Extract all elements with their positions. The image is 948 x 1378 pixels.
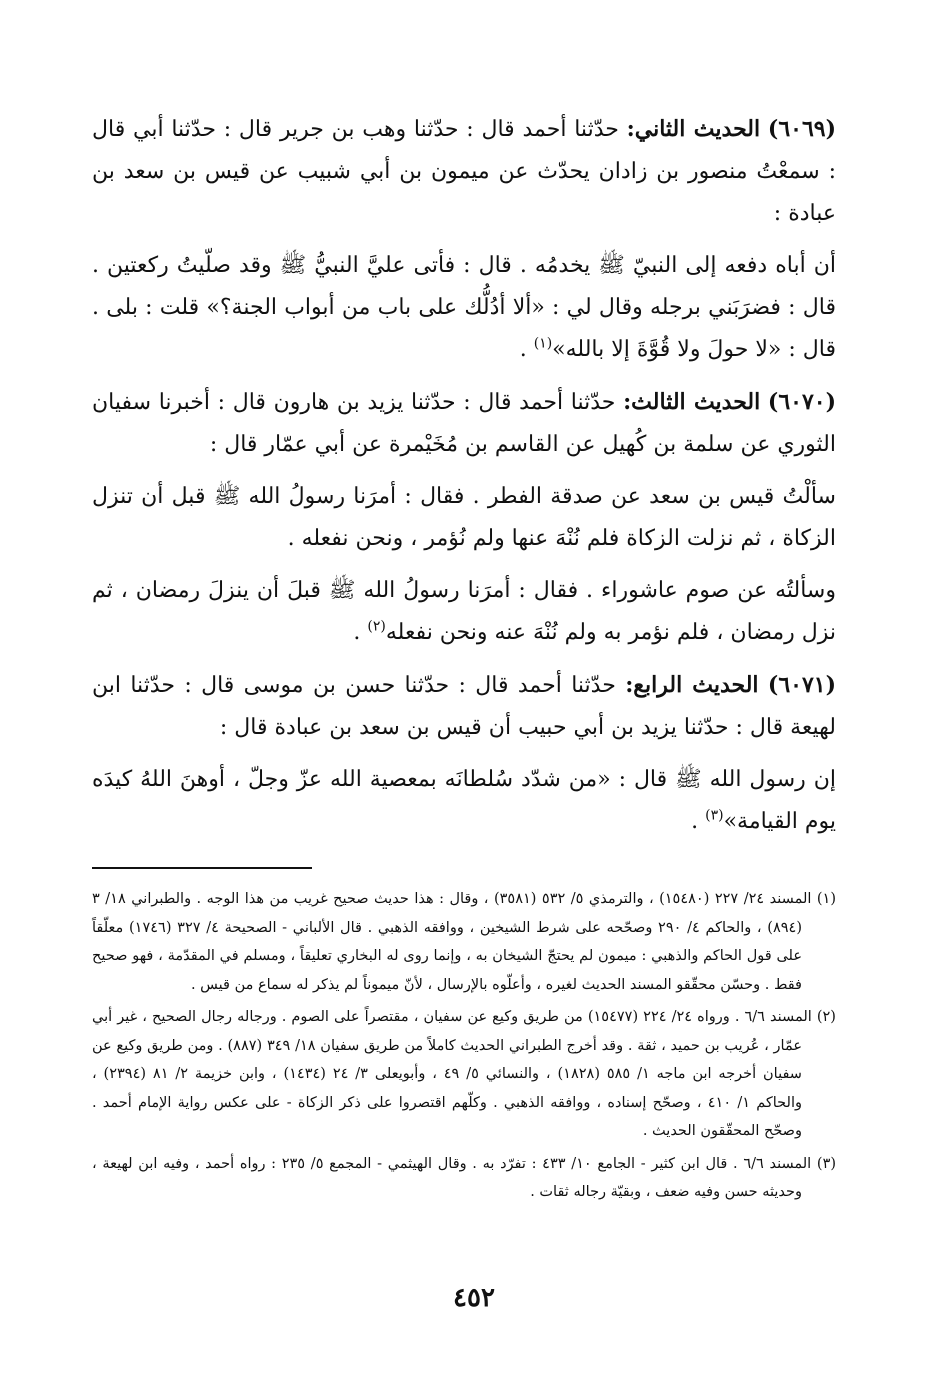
hadith-6070-number: (٦٠٧٠) xyxy=(767,389,837,415)
hadith-6070-text-2 xyxy=(92,570,836,654)
footnote-ref-2[interactable]: (٢) xyxy=(367,618,386,635)
hadith-6071-end: . xyxy=(691,809,706,834)
footnote-ref-3[interactable]: (٣) xyxy=(705,807,724,824)
hadith-6070-chain xyxy=(92,381,836,466)
hadith-6069-isnad: حدّثنا أحمد قال : حدّثنا وهب بن جرير قال : حدّثنا أبي قال : سمعْتُ منصور بن زادان يحدّث عن ميمون بن أبي شبيب عن قيس بن سعد بن عبادة : xyxy=(92,117,836,226)
hadith-6071-chain xyxy=(92,664,836,749)
hadith-6069-number: (٦٠٦٩) xyxy=(767,116,836,142)
footnotes xyxy=(92,885,836,1207)
hadith-6069-end: . xyxy=(519,337,534,362)
footnote-1: (١) المسند ٢٤/ ٢٢٧ (١٥٤٨٠) ، والترمذي ٥/ ٥٣٢ (٣٥٨١) ، وقال : هذا حديث صحيح غريب من هذا الوجه . والطبراني ١٨/ ٣ (٨٩٤) ، والحاكم ٤/ ٢٩٠ وصحّحه على شرط الشيخين ، ووافقه الذهبي . قال الألباني - الصحيحة ٤/ ٣٢٧ (١٧٤٦) معلّقاً على قول الحاكم والذهبي : ميمون لم يحتجّ الشيخان به ، وإنما روى له البخاري تعليقاً ، ومسلم في المقدّمة ، فهو صحيح فقط . وحسّن محقّقو المسند الحديث لغيره ، وأعلّوه بالإرسال ، لأنّ ميموناً لم يذكر له سماع من قيس . xyxy=(92,891,836,993)
hadith-6071-number: (٦٠٧١) xyxy=(767,672,837,698)
footnote-separator xyxy=(92,867,312,869)
hadith-6069-text xyxy=(92,245,836,371)
hadith-6070-text-1: سألْتُ قيس بن سعد عن صدقة الفطر . فقال : أمرَنا رسولُ الله ﷺ قبل أن تنزل الزكاة ، ثم نزلت الزكاة فلم نُنْهَ عنها ولم نُؤمر ، ونحن نفعله . xyxy=(92,484,836,551)
hadith-6071-isnad: حدّثنا أحمد قال : حدّثنا حسن بن موسى قال : حدّثنا ابن لهيعة قال : حدّثنا يزيد بن أبي حبيب أن قيس بن سعد بن عبادة قال : xyxy=(92,673,836,740)
hadith-6070-end: . xyxy=(353,620,368,645)
footnote-3: (٣) المسند ٦/٦ . قال ابن كثير - الجامع ١٠/ ٤٣٣ : تفرّد به . وقال الهيثمي - المجمع ٥/ ٢٣٥ : رواه أحمد ، وفيه ابن لهيعة ، وحديثه حسن وفيه ضعف ، وبقيّة رجاله ثقات . xyxy=(92,1155,837,1200)
hadith-6071-matn: إن رسول الله ﷺ قال : «من شدّد سُلطانَه بمعصية الله عزّ وجلّ ، أوهنَ اللهُ كيدَه يوم القيامة» xyxy=(92,767,836,834)
hadith-6070-title: الحديث الثالث: xyxy=(623,389,761,415)
page-number: ٤٥٢ xyxy=(453,1283,495,1313)
hadith-6070-matn-2: وسألتُه عن صوم عاشوراء . فقال : أمرَنا رسولُ الله ﷺ قبلَ أن ينزلَ رمضان ، ثم نزل رمضان ، فلم نؤمر به ولم نُنْهَ عنه ونحن نفعله xyxy=(92,578,836,645)
hadith-6069-title: الحديث الثاني: xyxy=(626,116,761,142)
hadith-6069-chain xyxy=(92,108,836,235)
hadith-6071-title: الحديث الرابع: xyxy=(625,672,759,698)
footnote-2: (٢) المسند ٦/٦ . ورواه ٢٤/ ٢٢٤ (١٥٤٧٧) من طريق وكيع عن سفيان ، مقتصراً على الصوم . ورجاله رجال الصحيح ، غير أبي عمّار ، عُريب بن حميد ، ثقة . وقد أخرج الطبراني الحديث كاملاً من طريق سفيان ١٨/ ٣٤٩ (٨٨٧) . ومن طريق وكيع عن سفيان أخرجه ابن ماجه ١/ ٥٨٥ (١٨٢٨) ، والنسائي ٥/ ٤٩ ، وأبويعلى ٣/ ٢٤ (١٤٣٤) ، وابن خزيمة ٢/ ٨١ (٢٣٩٤) ، والحاكم ١/ ٤١٠ ، وصحّح إسناده ، ووافقه الذهبي . وكلّهم اقتصروا على ذكر الزكاة - على عكس رواية الإمام أحمد . وصحّح المحقّقون الحديث . xyxy=(92,1009,836,1139)
hadith-6070-isnad: حدّثنا أحمد قال : حدّثنا يزيد بن هارون قال : أخبرنا سفيان الثوري عن سلمة بن كُهيل عن القاسم بن مُخَيْمرة عن أبي عمّار قال : xyxy=(92,390,836,457)
footnote-ref-1[interactable]: (١) xyxy=(533,335,553,352)
hadith-6071-text xyxy=(92,759,836,843)
hadith-6069-matn: أن أباه دفعه إلى النبيّ ﷺ يخدمُه . قال : فأتى عليَّ النبيُّ ﷺ وقد صلّيتُ ركعتين . قال : فضرَبَني برجله وقال لي : «ألا أدُلُّك على باب من أبواب الجنة؟» قلت : بلى . قال : «لا حولَ ولا قُوَّةَ إلا بالله» xyxy=(92,253,836,362)
